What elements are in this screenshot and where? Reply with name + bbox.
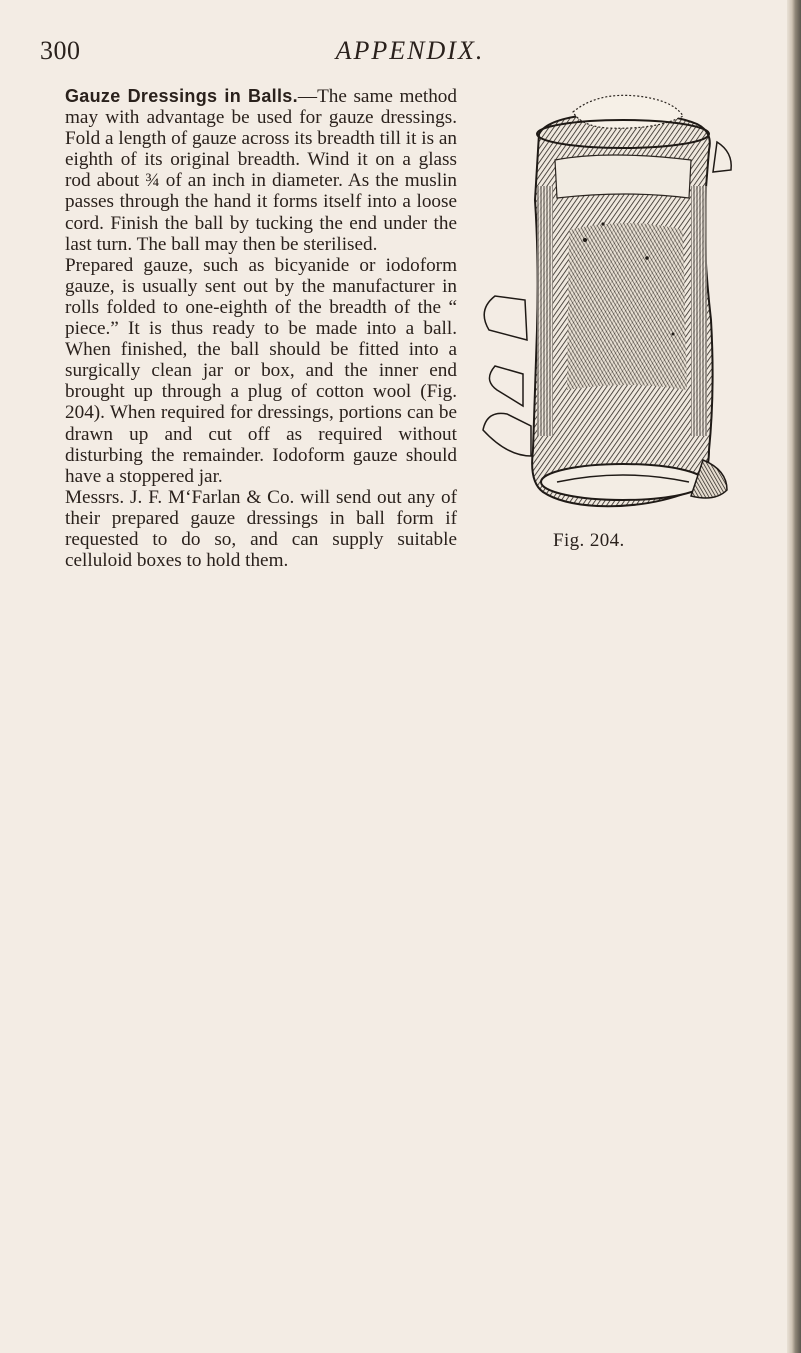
gauze-jar-illustration	[477, 90, 739, 526]
figure-204	[469, 90, 741, 566]
page-edge-shadow	[787, 0, 801, 1353]
paragraph-prepared-gauze: Prepared gauze, such as bicyanide or iodoform gauze, is usually sent out by the manufacturer in rolls folded to one-eighth of the breadth of the “ piece.” It is thus ready to be made into a ball. When finished, the ball should be fitted into a surgically clean jar or box, and the inner end brought up through a plug of cotton wool (Fig. 204). When required for dressings, portions can be drawn up and cut off as required without disturbing the remainder. Iodoform gauze should have a stoppered jar.	[65, 254, 457, 487]
page-number: 300	[40, 36, 81, 65]
paragraph-mfarlan: Messrs. J. F. M‘Farlan & Co. will send out any of their prepared gauze dressings in ball form if requested to do so, and can supply suitable celluloid boxes to hold them.	[65, 486, 457, 572]
paragraph-1-text: —The same method may with advantage be used for gauze dressings. Fold a length of gauze across its breadth till it is an eighth of its original breadth. Wind it on a glass rod about ¾ of an inch in diameter. As the muslin passes through the hand it forms itself into a loose cord. Finish the ball by tucking the end under the last turn. The ball may then be sterilised.	[65, 86, 457, 255]
running-head: APPENDIX.	[335, 36, 485, 65]
body-text	[65, 86, 741, 571]
page-header	[40, 36, 740, 68]
section-heading: Gauze Dressings in Balls.	[65, 86, 298, 106]
figure-caption: Fig. 204.	[553, 530, 625, 551]
